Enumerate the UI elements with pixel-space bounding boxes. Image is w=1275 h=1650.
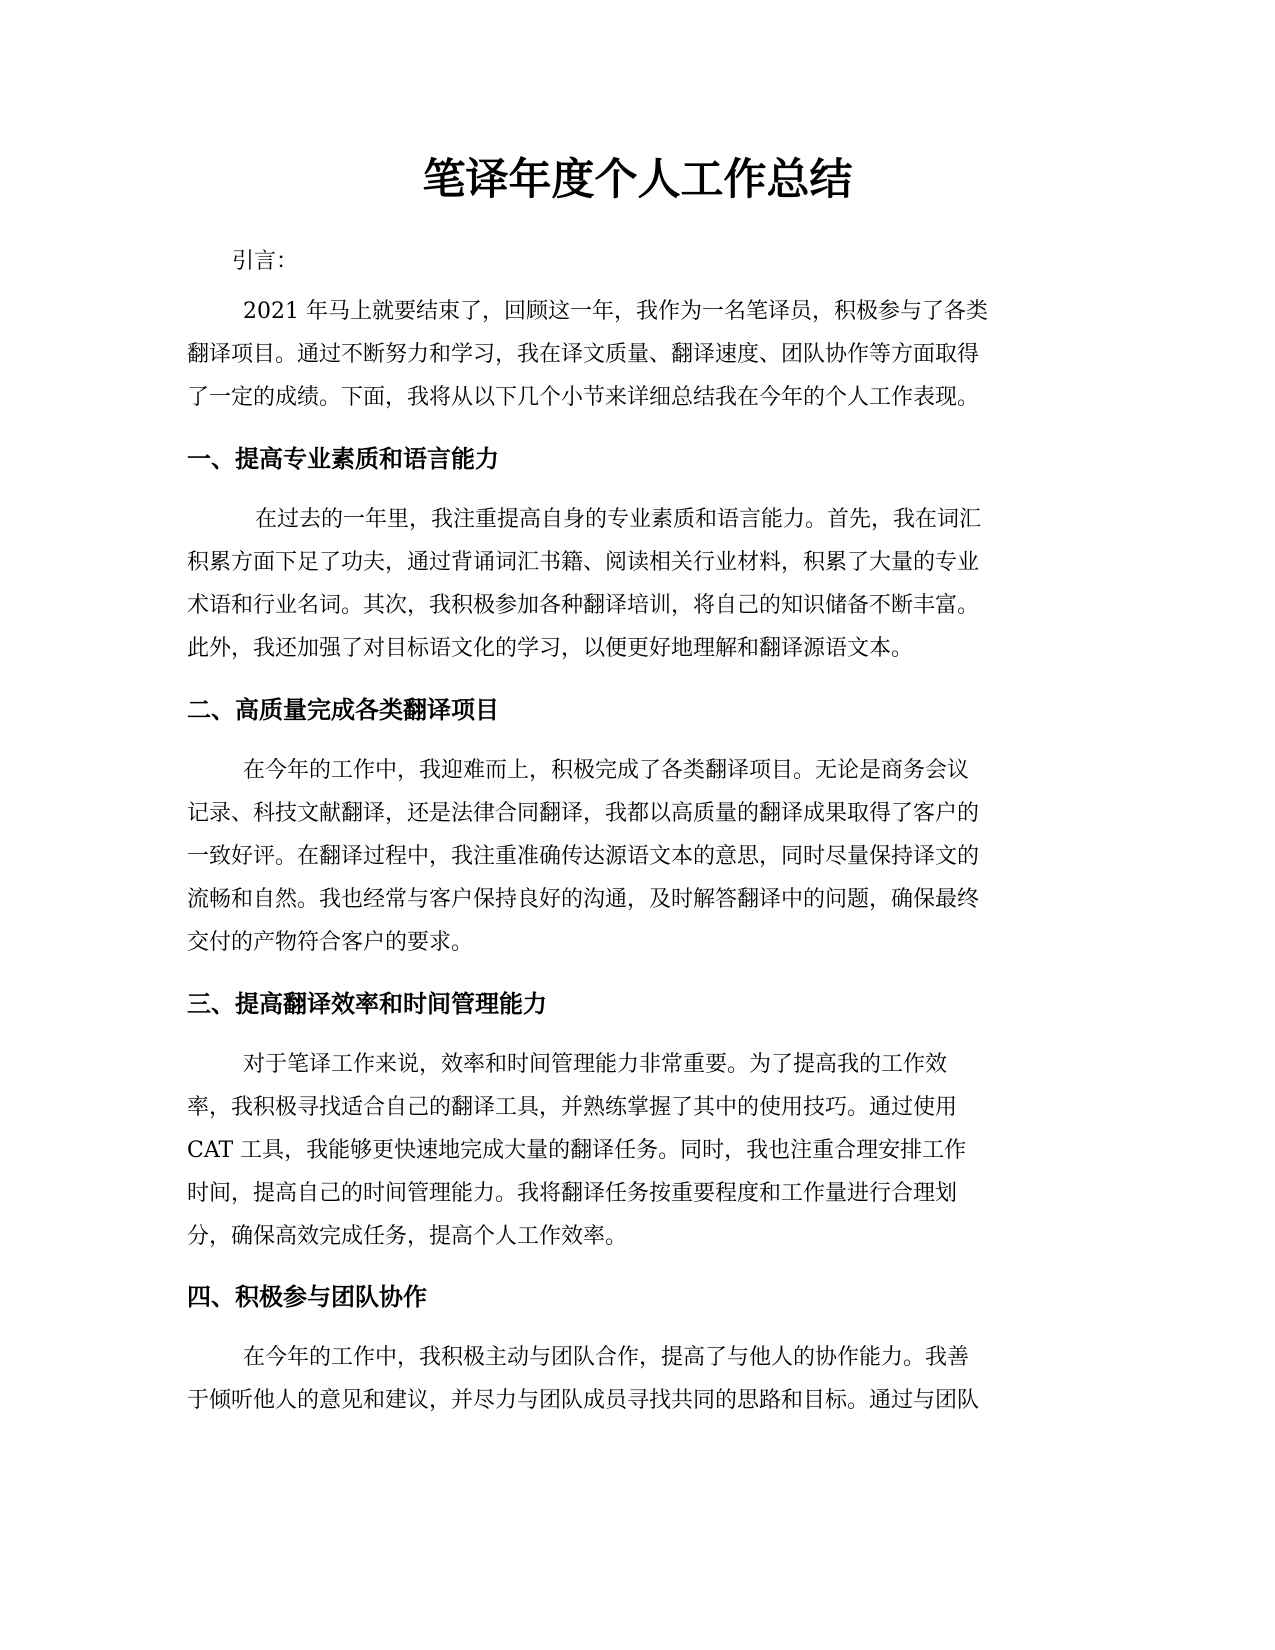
- paragraph-line: 于倾听他人的意见和建议，并尽力与团队成员寻找共同的思路和目标。通过与团队: [187, 1388, 980, 1413]
- paragraph-line: 分，确保高效完成任务，提高个人工作效率。: [187, 1224, 628, 1249]
- section-paragraph-1: [187, 498, 1087, 670]
- section-heading-1: 一、提高专业素质和语言能力: [187, 445, 499, 473]
- section-heading-4: 四、积极参与团队协作: [187, 1283, 427, 1311]
- paragraph-line: 在今年的工作中，我积极主动与团队合作，提高了与他人的协作能力。我善: [243, 1345, 970, 1370]
- paragraph-line: 在今年的工作中，我迎难而上，积极完成了各类翻译项目。无论是商务会议: [243, 758, 970, 783]
- paragraph-line: 在过去的一年里，我注重提高自身的专业素质和语言能力。首先，我在词汇: [255, 507, 982, 532]
- paragraph-line: 交付的产物符合客户的要求。: [187, 930, 474, 955]
- section-paragraph-2: [187, 749, 1087, 964]
- paragraph-line: CAT 工具，我能够更快速地完成大量的翻译任务。同时，我也注重合理安排工作: [187, 1138, 967, 1163]
- paragraph-line: 率，我积极寻找适合自己的翻译工具，并熟练掌握了其中的使用技巧。通过使用: [187, 1095, 958, 1120]
- paragraph-line: 记录、科技文献翻译，还是法律合同翻译，我都以高质量的翻译成果取得了客户的: [187, 801, 980, 826]
- paragraph-line: 积累方面下足了功夫，通过背诵词汇书籍、阅读相关行业材料，积累了大量的专业: [187, 550, 980, 575]
- paragraph-line: 对于笔译工作来说，效率和时间管理能力非常重要。为了提高我的工作效: [243, 1052, 948, 1077]
- paragraph-line: 流畅和自然。我也经常与客户保持良好的沟通，及时解答翻译中的问题，确保最终: [187, 887, 980, 912]
- section-paragraph-4: [187, 1336, 1087, 1422]
- section-heading-3: 三、提高翻译效率和时间管理能力: [187, 990, 547, 1018]
- section-paragraph-3: [187, 1043, 1087, 1258]
- paragraph-line: 2021 年马上就要结束了，回顾这一年，我作为一名笔译员，积极参与了各类: [243, 299, 988, 324]
- paragraph-line: 术语和行业名词。其次，我积极参加各种翻译培训，将自己的知识储备不断丰富。: [187, 593, 980, 618]
- paragraph-line: 一致好评。在翻译过程中，我注重准确传达源语文本的意思，同时尽量保持译文的: [187, 844, 980, 869]
- paragraph-line: 了一定的成绩。下面，我将从以下几个小节来详细总结我在今年的个人工作表现。: [187, 385, 980, 410]
- intro-label: 引言：: [232, 249, 299, 274]
- section-heading-2: 二、高质量完成各类翻译项目: [187, 696, 499, 724]
- paragraph-line: 此外，我还加强了对目标语文化的学习，以便更好地理解和翻译源语文本。: [187, 636, 914, 661]
- paragraph-line: 翻译项目。通过不断努力和学习，我在译文质量、翻译速度、团队协作等方面取得: [187, 342, 980, 367]
- document-title: 笔译年度个人工作总结: [422, 155, 853, 205]
- intro-paragraph: [187, 290, 1087, 419]
- paragraph-line: 时间，提高自己的时间管理能力。我将翻译任务按重要程度和工作量进行合理划: [187, 1181, 958, 1206]
